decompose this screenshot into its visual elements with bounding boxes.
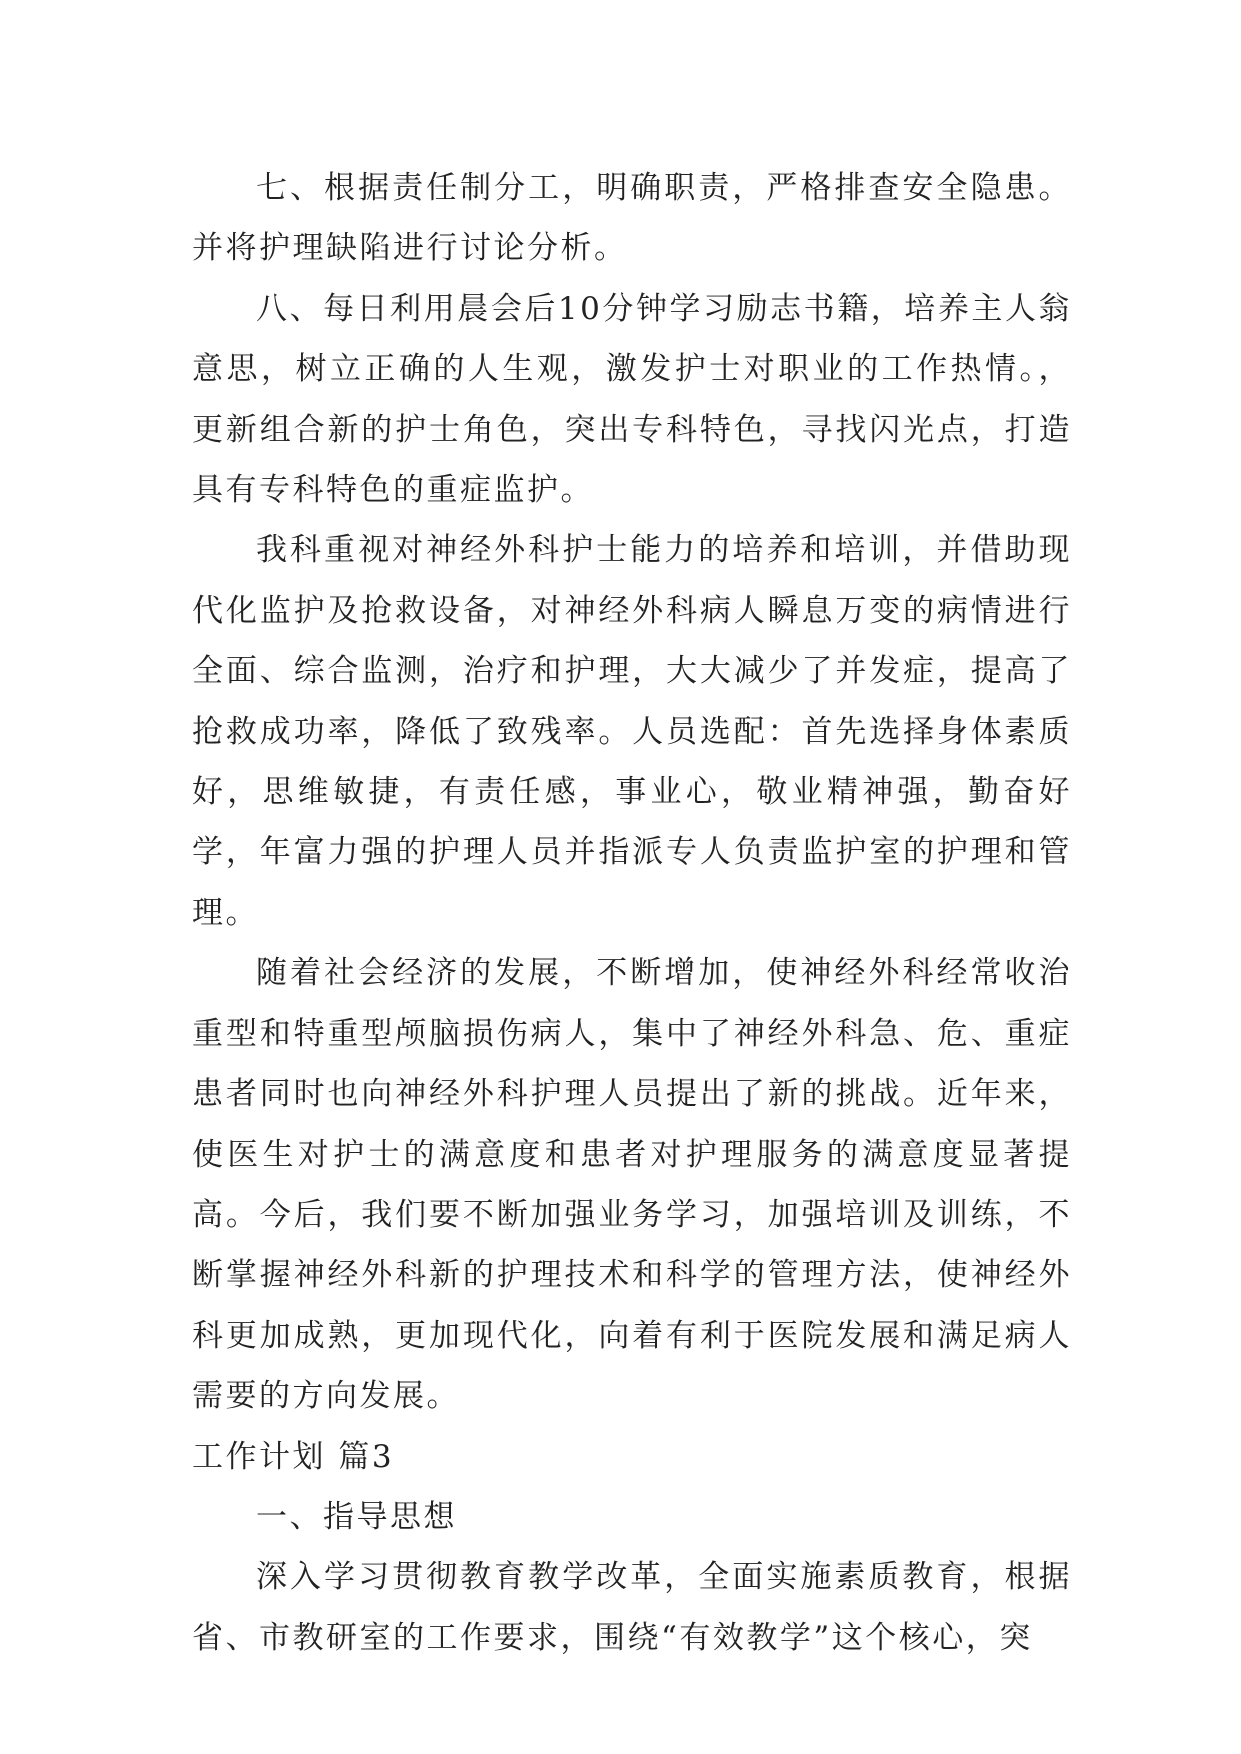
section-title: 工作计划 篇3 bbox=[192, 1438, 395, 1475]
paragraph-item-8: 八、每日利用晨会后10分钟学习励志书籍，培养主人翁意思，树立正确的人生观，激发护士对职业的工作热情。，更新组合新的护士角色，突出专科特色，寻找闪光点，打造具有专科特色的重症监护。 bbox=[192, 290, 1072, 509]
document-page bbox=[192, 158, 1072, 1668]
paragraph-item-7: 七、根据责任制分工，明确职责，严格排查安全隐患。并将护理缺陷进行讨论分析。 bbox=[192, 170, 1072, 267]
subheading-guiding-thought: 一、指导思想 bbox=[256, 1498, 457, 1535]
paragraph-guiding-thought: 深入学习贯彻教育教学改革，全面实施素质教育，根据省、市教研室的工作要求，围绕“有效教学”这个核心，突 bbox=[192, 1559, 1072, 1656]
paragraph-training: 我科重视对神经外科护士能力的培养和培训，并借助现代化监护及抢救设备，对神经外科病人瞬息万变的病情进行全面、综合监测，治疗和护理，大大减少了并发症，提高了抢救成功率，降低了致残率。人员选配：首先选择身体素质好，思维敏捷，有责任感，事业心，敬业精神强，勤奋好学，年富力强的护理人员并指派专人负责监护室的护理和管理。 bbox=[192, 532, 1072, 931]
paragraph-development: 随着社会经济的发展，不断增加，使神经外科经常收治重型和特重型颅脑损伤病人，集中了神经外科急、危、重症患者同时也向神经外科护理人员提出了新的挑战。近年来，使医生对护士的满意度和患者对护理服务的满意度显著提高。今后，我们要不断加强业务学习，加强培训及训练，不断掌握神经外科新的护理技术和科学的管理方法，使神经外科更加成熟，更加现代化，向着有利于医院发展和满足病人需要的方向发展。 bbox=[192, 955, 1072, 1415]
